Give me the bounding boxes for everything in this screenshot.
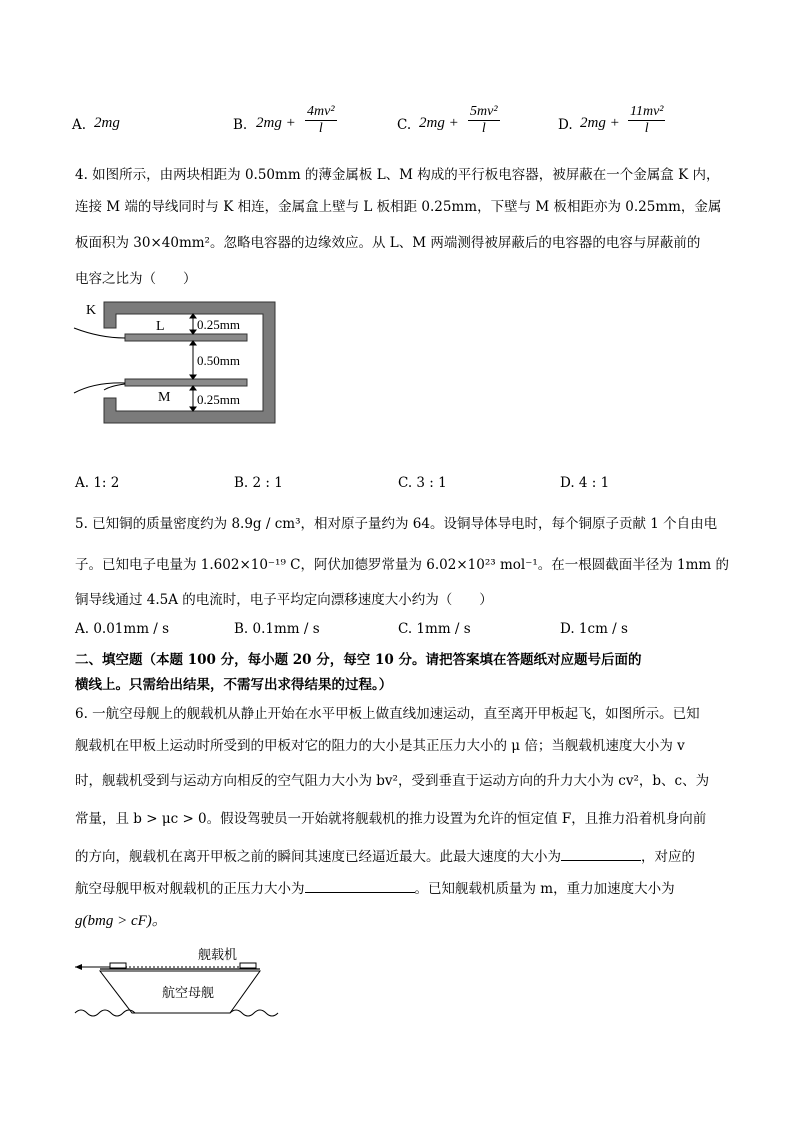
q5-option-d: D. 1cm / s bbox=[560, 621, 628, 637]
q4-option-b: B. 2 : 1 bbox=[234, 475, 283, 491]
option-b-label: B. bbox=[233, 117, 248, 133]
q6-line-7: g(bmg > cF)。 bbox=[75, 913, 167, 929]
option-a-expr: 2mg bbox=[94, 115, 120, 131]
plate-l bbox=[125, 334, 247, 341]
plate-m bbox=[125, 379, 247, 386]
q6-line-1: 6. 一航空母舰上的舰载机从静止开始在水平甲板上做直线加速运动，直至离开甲板起飞，如图所示。已知 bbox=[75, 706, 700, 722]
wire-m-to-k bbox=[104, 384, 125, 390]
carrier-figure bbox=[70, 945, 285, 1025]
section-2-heading: 二、填空题（本题 100 分，每小题 20 分，每空 10 分。请把答案填在答题纸对应题号后面的 bbox=[75, 652, 642, 668]
q4-line-4: 电容之比为（ ） bbox=[75, 271, 197, 287]
option-a-label: A. bbox=[72, 117, 87, 133]
q6-line-6-tail: 。已知舰载机质量为 m，重力加速度大小为 bbox=[414, 881, 675, 897]
q5-option-a: A. 0.01mm / s bbox=[75, 621, 170, 637]
option-c-fraction bbox=[468, 104, 500, 137]
label-k: K bbox=[86, 303, 97, 318]
option-d-label: D. bbox=[558, 117, 573, 133]
option-d-denominator: l bbox=[644, 121, 649, 136]
aircraft-start bbox=[110, 963, 126, 968]
arrow-head-icon bbox=[75, 964, 82, 970]
q6-line-3: 时，舰载机受到与运动方向相反的空气阻力大小为 bv²，受到垂直于运动方向的升力大小为 cv²，b、c、为 bbox=[75, 773, 710, 789]
q6-line-5 bbox=[75, 845, 695, 865]
q6-line-4: 常量，且 b > μc > 0。假设驾驶员一开始就将舰载机的推力设置为允许的恒定值 F，且推力沿着机身向前 bbox=[75, 811, 707, 827]
wire-m bbox=[74, 383, 125, 393]
q5-option-b: B. 0.1mm / s bbox=[234, 621, 320, 637]
q6-line-6 bbox=[75, 877, 675, 897]
q6-line-5-text: 的方向，舰载机在离开甲板之前的瞬间其速度已经逼近最大。此最大速度的大小为 bbox=[75, 849, 561, 865]
option-d-fraction bbox=[628, 104, 665, 137]
option-c-label: C. bbox=[397, 117, 412, 133]
wave-right-icon bbox=[230, 1010, 278, 1016]
q4-line-1: 4. 如图所示，由两块相距为 0.50mm 的薄金属板 L、M 构成的平行板电容器，被屏蔽在一个金属盒 K 内， bbox=[75, 167, 720, 183]
option-c-numerator: 5mv² bbox=[470, 104, 498, 119]
q6-line-5-tail: ，对应的 bbox=[641, 849, 695, 865]
label-carrier: 航空母舰 bbox=[162, 986, 215, 1001]
q5-line-3: 铜导线通过 4.5A 的电流时，电子平均定向漂移速度大小约为（ ） bbox=[75, 592, 493, 608]
label-gap-top: 0.25mm bbox=[197, 317, 240, 332]
option-b-pre: 2mg + bbox=[256, 115, 296, 131]
aircraft-end bbox=[240, 963, 256, 968]
dimension-arrows bbox=[190, 314, 196, 411]
wire-l bbox=[74, 328, 125, 338]
q4-line-2: 连接 M 端的导线同时与 K 相连，金属盒上壁与 L 板相距 0.25mm，下壁与 M 板相距亦为 0.25mm，金属 bbox=[75, 199, 722, 215]
metal-box-k bbox=[104, 302, 275, 423]
option-d-pre: 2mg + bbox=[580, 115, 620, 131]
label-l: L bbox=[156, 319, 165, 334]
option-d-numerator: 11mv² bbox=[630, 104, 664, 119]
q6-line-2: 舰载机在甲板上运动时所受到的甲板对它的阻力的大小是其正压力大小的 μ 倍；当舰载机速度大小为 v bbox=[75, 738, 685, 754]
q3-options bbox=[72, 104, 722, 144]
q5-option-c: C. 1mm / s bbox=[398, 621, 471, 637]
label-gap-bottom: 0.25mm bbox=[197, 392, 240, 407]
label-aircraft: 舰载机 bbox=[198, 948, 238, 963]
q4-line-3: 板面积为 30×40mm²。忽略电容器的边缘效应。从 L、M 两端测得被屏蔽后的电容器的电容与屏蔽前的 bbox=[75, 235, 701, 251]
label-gap-middle: 0.50mm bbox=[197, 353, 240, 368]
label-m: M bbox=[158, 390, 171, 405]
option-b-denominator: l bbox=[318, 121, 323, 136]
option-c-pre: 2mg + bbox=[419, 115, 459, 131]
wave-left-icon bbox=[75, 1010, 135, 1016]
q5-line-2: 子。已知电子电量为 1.602×10⁻¹⁹ C，阿伏加德罗常量为 6.02×10²³ mol⁻¹。在一根圆截面半径为 1mm 的 bbox=[75, 557, 730, 573]
q6-line-6-text: 航空母舰甲板对舰载机的正压力大小为 bbox=[75, 881, 305, 897]
option-b-fraction bbox=[305, 104, 337, 137]
section-2-instructions: 横线上。只需给出结果，不需写出求得结果的过程。） bbox=[75, 677, 393, 693]
capacitor-figure bbox=[70, 298, 280, 428]
answer-blank-1[interactable] bbox=[561, 848, 641, 861]
option-b-numerator: 4mv² bbox=[307, 104, 335, 119]
q5-line-1: 5. 已知铜的质量密度约为 8.9g / cm³，相对原子量约为 64。设铜导体导电时，每个铜原子贡献 1 个自由电 bbox=[75, 516, 718, 532]
q4-option-a: A. 1: 2 bbox=[75, 475, 120, 491]
answer-blank-2[interactable] bbox=[305, 880, 415, 893]
q4-option-c: C. 3 : 1 bbox=[398, 475, 447, 491]
option-c-denominator: l bbox=[481, 121, 486, 136]
q4-option-d: D. 4 : 1 bbox=[560, 475, 610, 491]
